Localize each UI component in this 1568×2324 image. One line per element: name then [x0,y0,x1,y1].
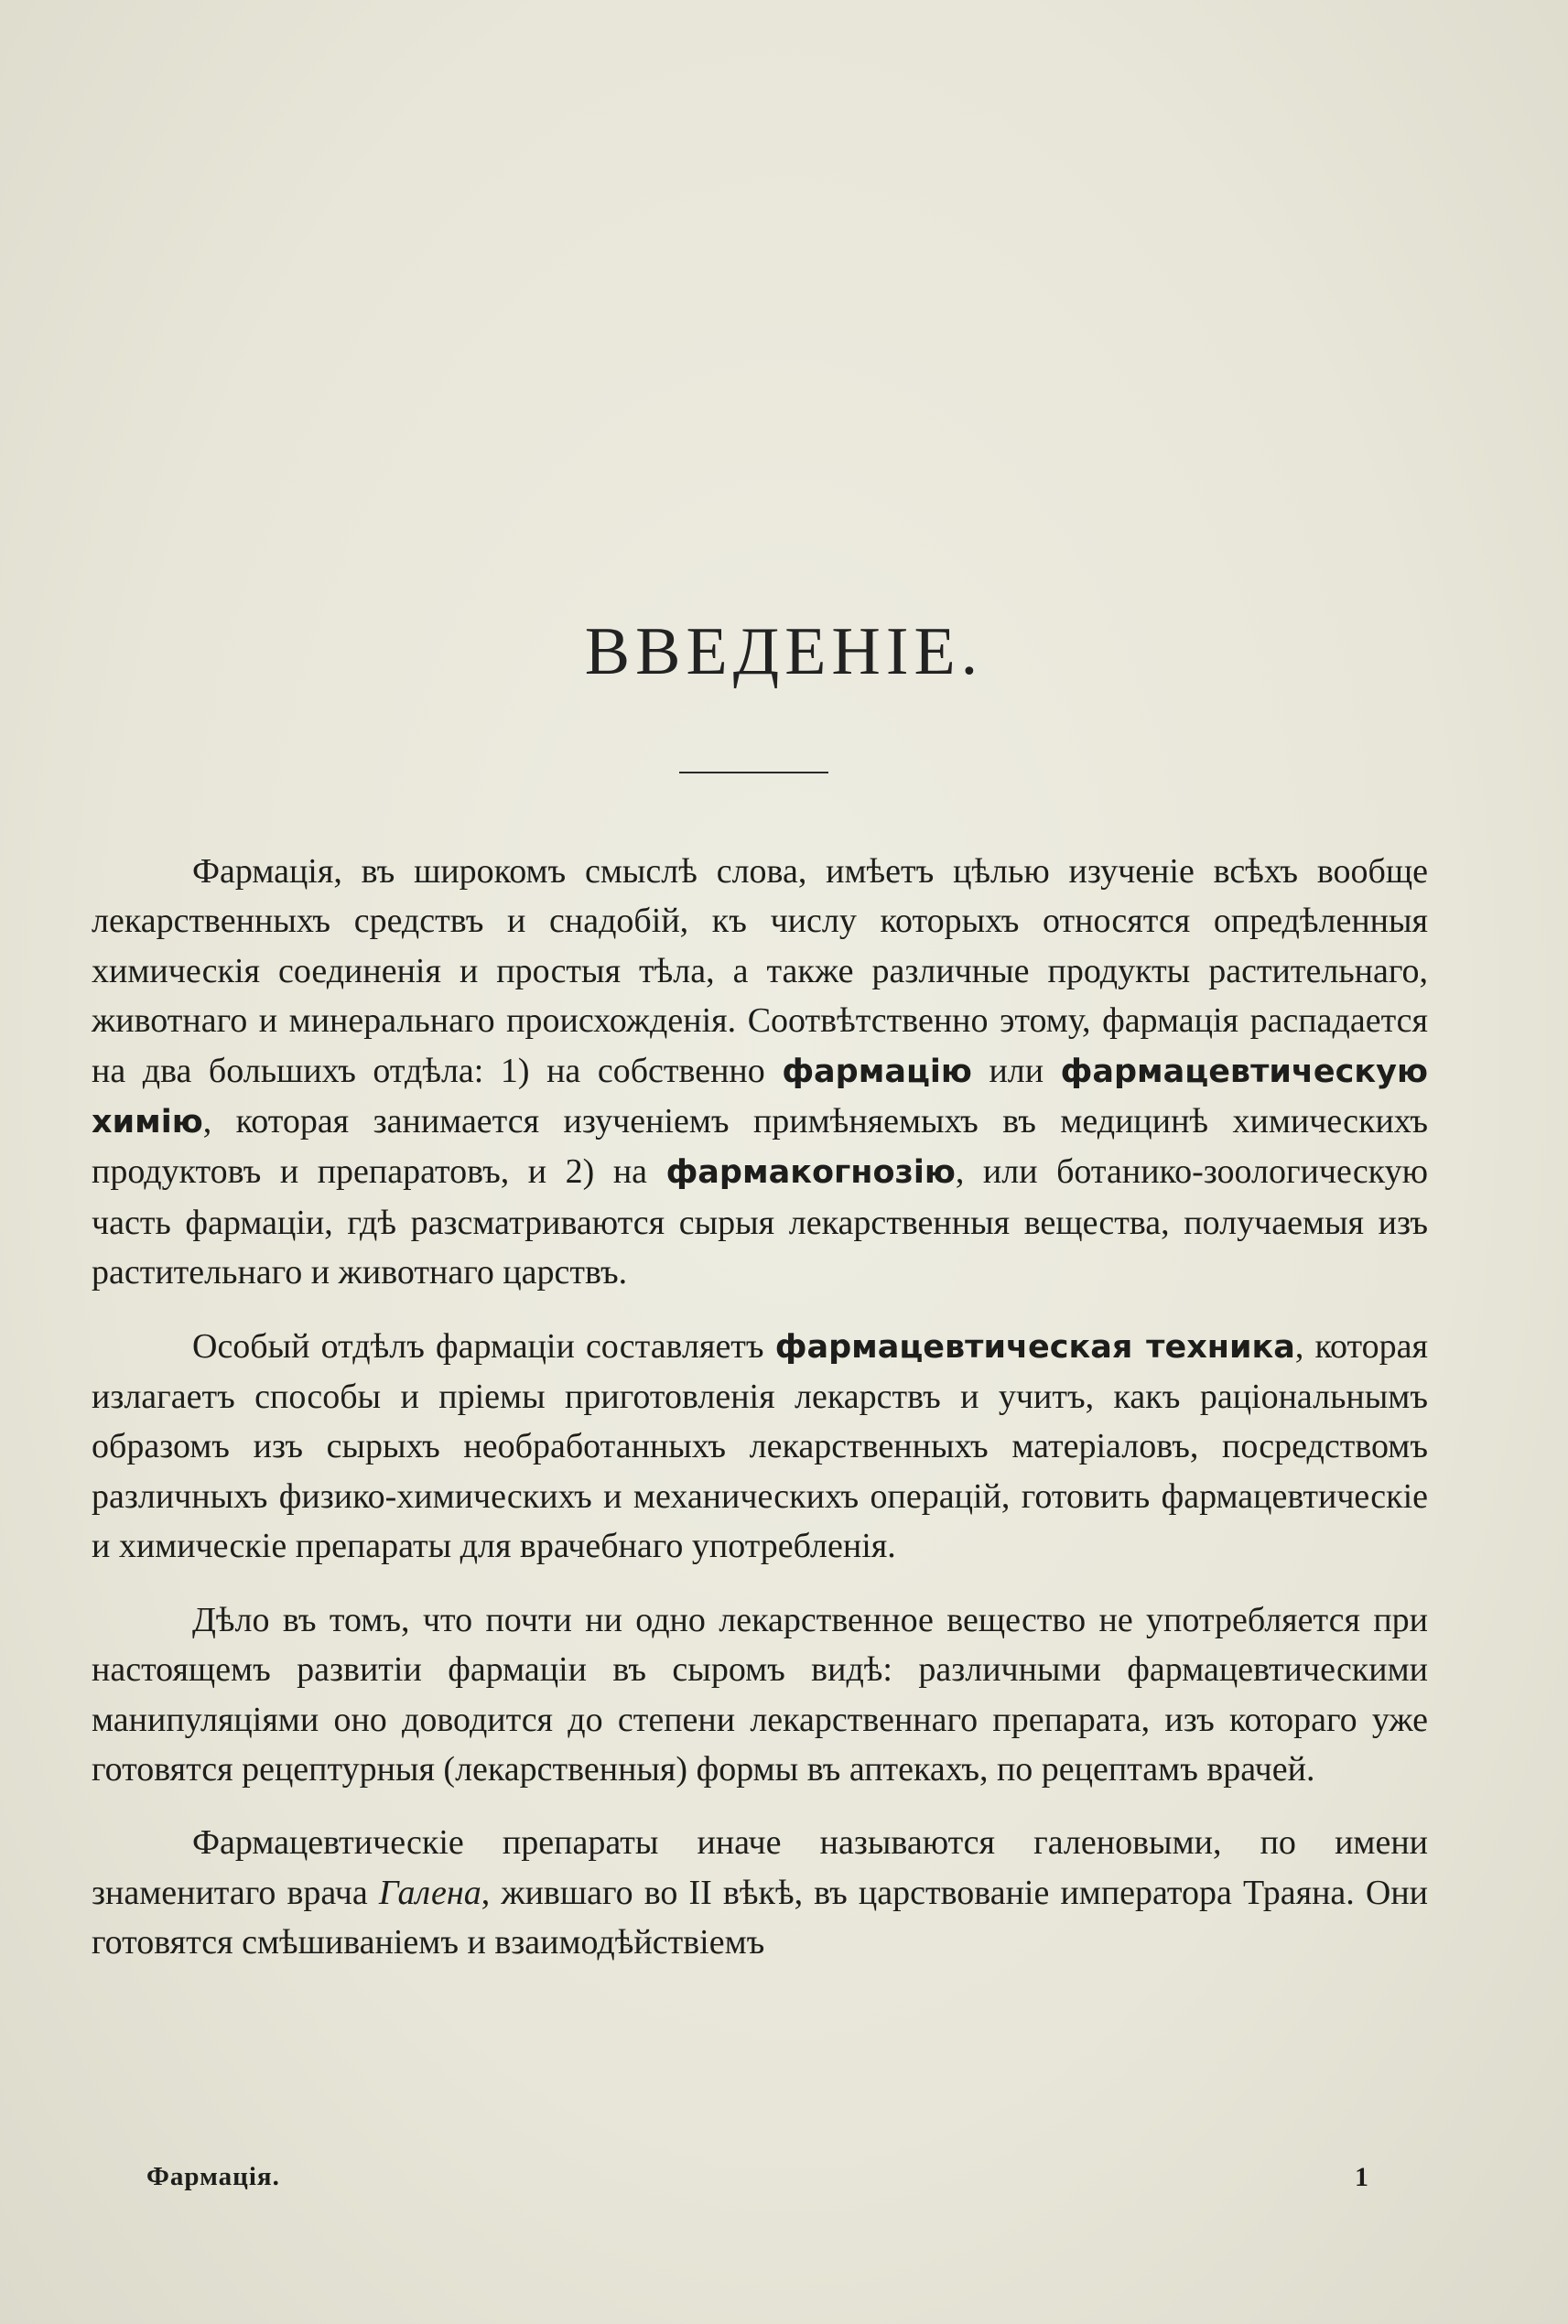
text-run: Фармація, въ широкомъ смыслѣ слова, имѣетъ цѣлью изученіе всѣхъ вообще лекарственныхъ средствъ и снадобій, къ числу которыхъ относятся опредѣленныя химическія соединенія и простыя тѣла, а также различные продукты растительнаго, животнаго и минеральнаго происхожденія. Соотвѣтственно этому, фармація распадается на два большихъ отдѣла: 1) на собственно [92,852,1428,1090]
page-title: ВВЕДЕНІЕ. [584,614,984,689]
text-run: Дѣло въ томъ, что почти ни одно лекарственное вещество не употребляется при настоящемъ развитіи фармаціи въ сыромъ видѣ: различными фармацевтическими манипуляціями оно доводится до степени лекарственнаго препарата, изъ котораго уже готовятся рецептурныя (лекарственныя) формы въ аптекахъ, по рецептамъ врачей. [92,1600,1428,1789]
bold-term: фармацевтическая техника [774,1328,1295,1366]
text-body [92,847,1428,1992]
title-divider [679,772,828,773]
italic-name: Галена [378,1873,481,1912]
text-run: или [971,1051,1061,1090]
bold-term: фармакогнозію [665,1154,956,1192]
paragraph [92,1322,1428,1572]
running-head: Фармація. [146,2162,280,2191]
text-run: Фармацевтическіе препараты иначе называются галеновыми, по имени знаменитаго врача [92,1823,1428,1912]
paragraph [92,847,1428,1298]
bold-term: фармацевтическую химію [92,1053,1428,1141]
paragraph [92,1818,1428,1967]
paragraph [92,1595,1428,1795]
page-footer [0,2162,1568,2199]
page-number: 1 [1355,2162,1368,2192]
text-run: , жившаго во II вѣкѣ, въ царствованіе императора Траяна. Они готовятся смѣшиваніемъ и взаимодѣйствіемъ [92,1873,1429,1962]
bold-term: фармацію [782,1053,972,1090]
text-run: , которая занимается изученіемъ примѣняемыхъ въ медицинѣ химическихъ продуктовъ и препаратовъ, и 2) на [92,1102,1428,1192]
text-run: , которая излагаетъ способы и пріемы приготовленія лекарствъ и учитъ, какъ раціональнымъ образомъ изъ сырыхъ необработанныхъ лекарственныхъ матеріаловъ, посредствомъ различныхъ физико-химическихъ и механическихъ операцій, готовить фармацевтическіе и химическіе препараты для врачебнаго употребленія. [92,1326,1428,1566]
text-run: Особый отдѣлъ фармаціи составляетъ [192,1326,775,1366]
text-run: , или ботанико-зоологическую часть фармаціи, гдѣ разсматриваются сырыя лекарственныя вещества, получаемыя изъ растительнаго и животнаго царствъ. [92,1152,1428,1292]
